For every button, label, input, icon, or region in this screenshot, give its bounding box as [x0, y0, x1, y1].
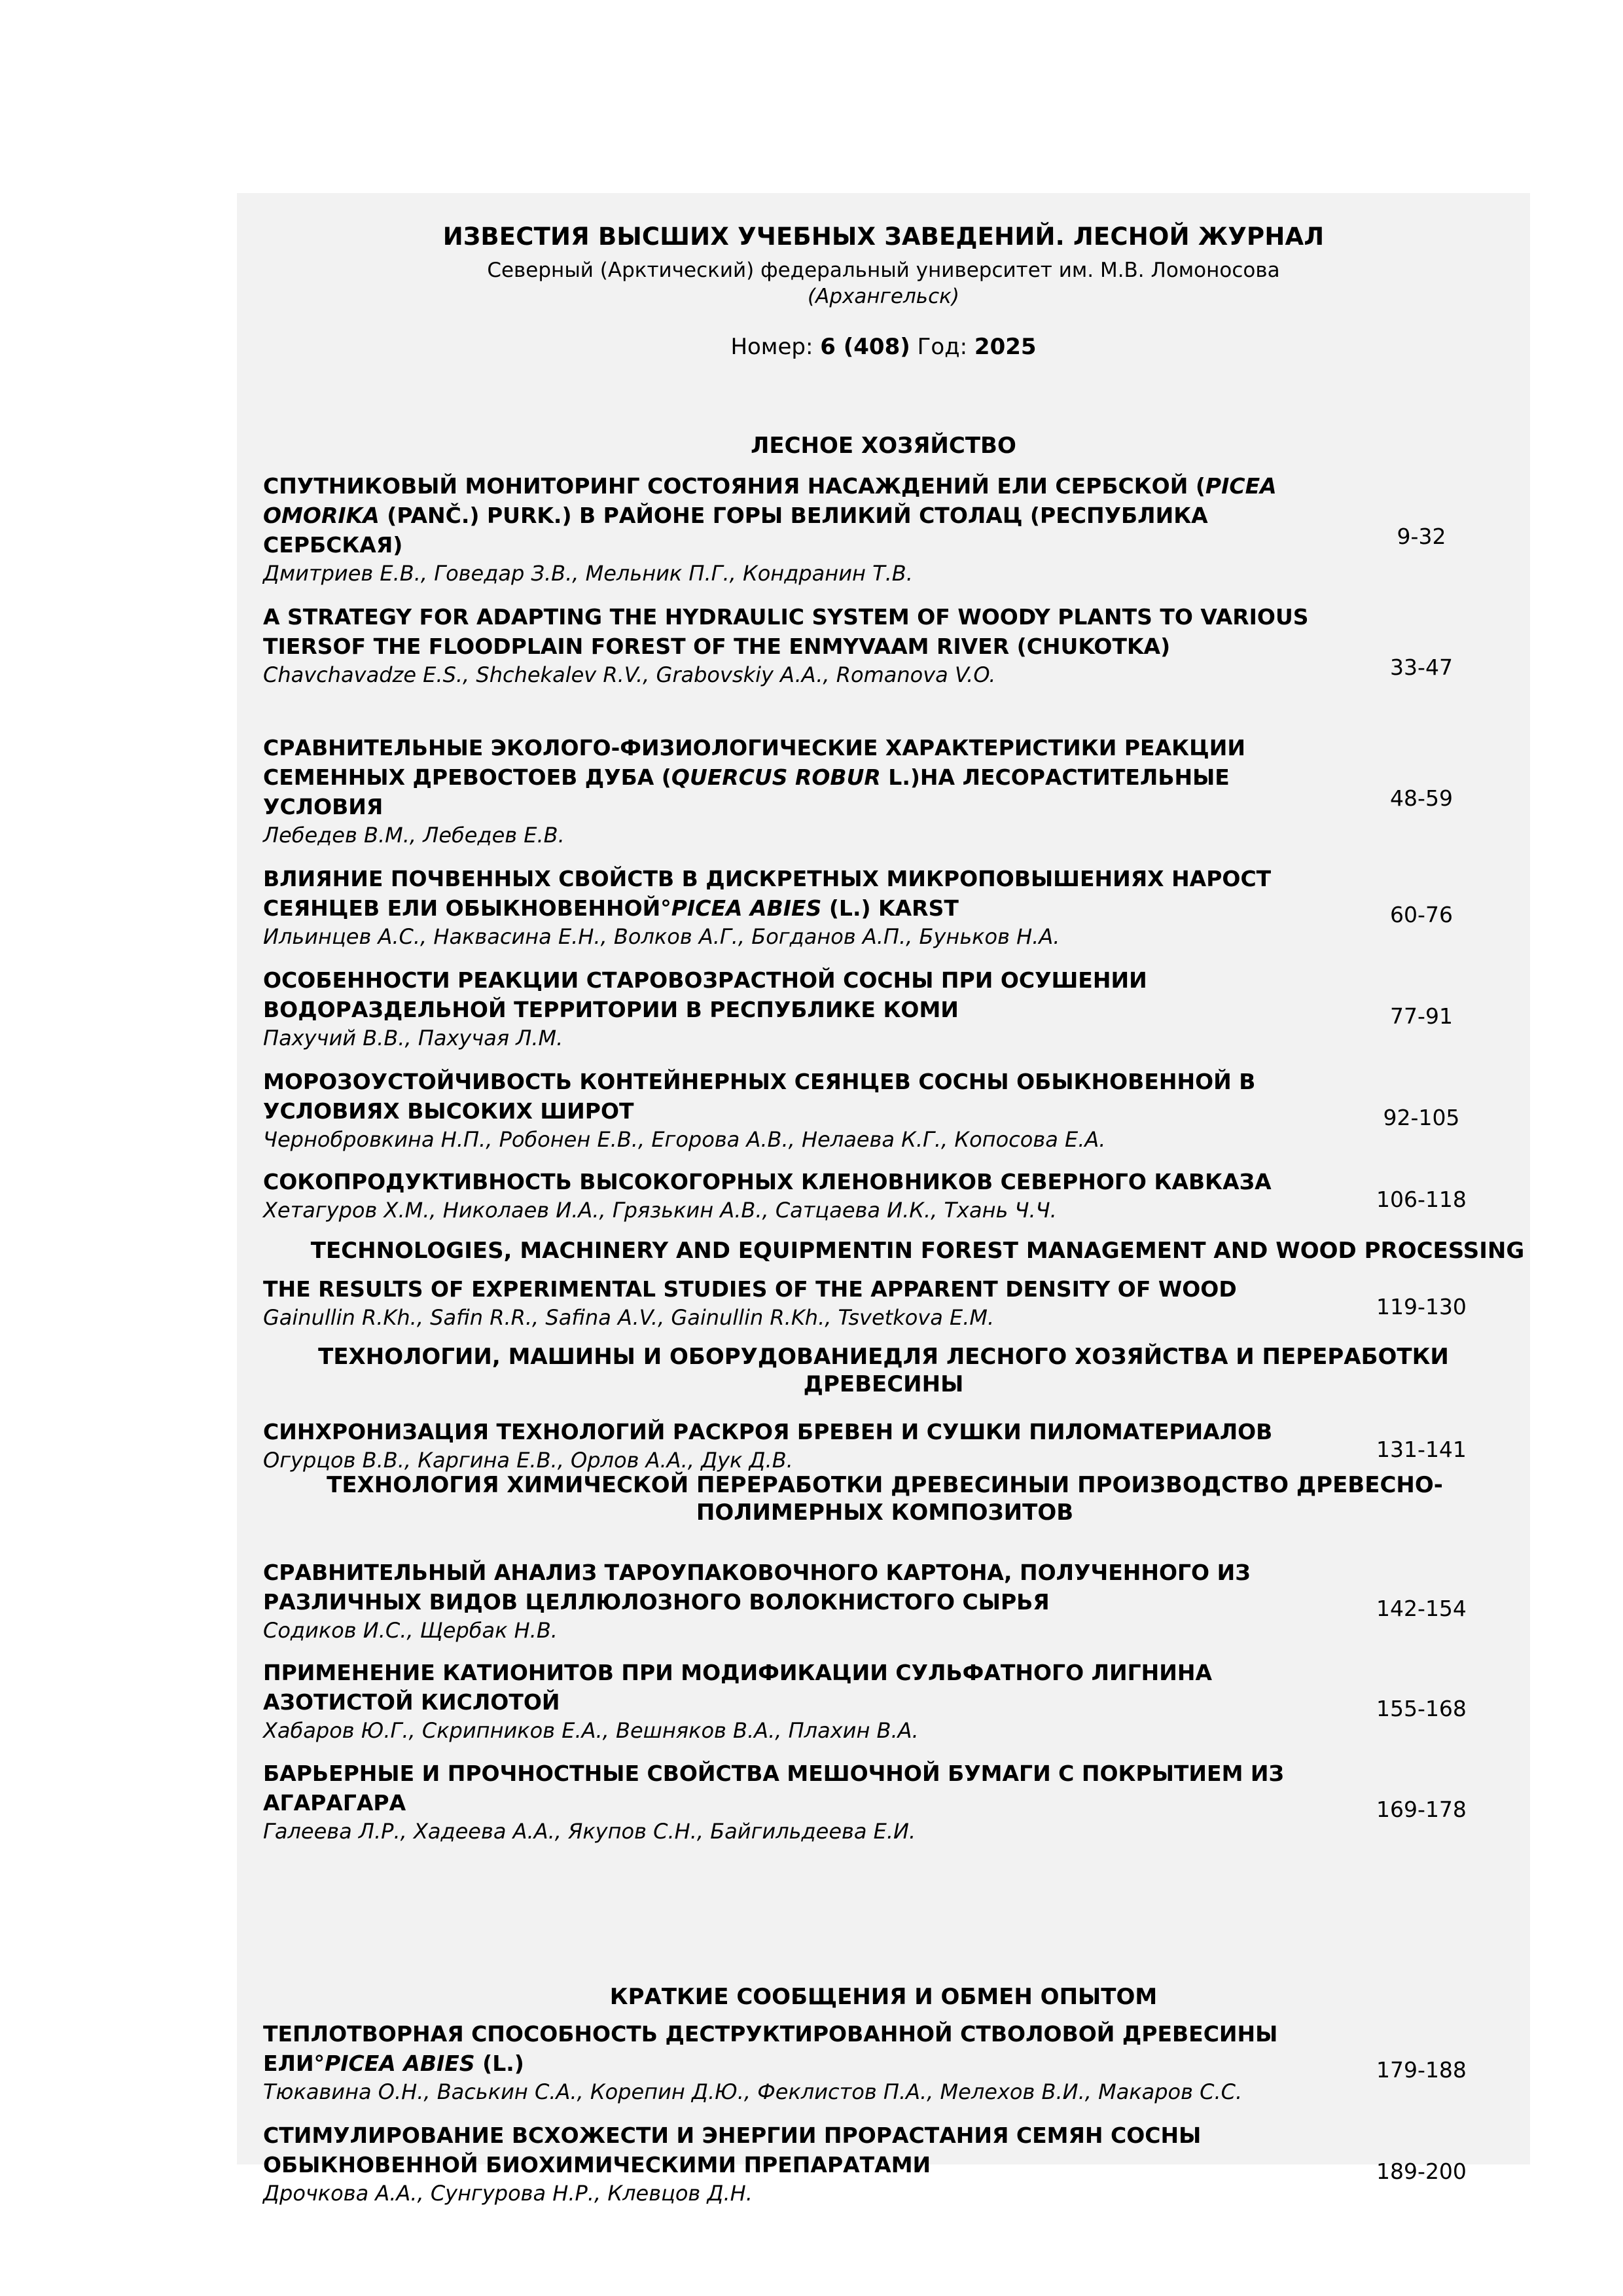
article-entry[interactable] [263, 965, 1556, 1052]
city: (Архангельск) [808, 285, 959, 308]
article-authors: Хетагуров Х.М., Николаев И.А., Грязькин А.В., Сатцаева И.К., Тхань Ч.Ч. [263, 1198, 1057, 1223]
article-authors: Содиков И.С., Щербак Н.В. [263, 1618, 558, 1643]
article-authors: Пахучий В.В., Пахучая Л.М. [263, 1026, 563, 1050]
article-authors: Дрочкова А.А., Сунгурова Н.Р., Клевцов Д.Н. [263, 2181, 753, 2206]
article-pages: 155-168 [1376, 1696, 1467, 1721]
article-entry[interactable] [263, 1067, 1556, 1153]
article-authors: Chavchavadze E.S., Shchekalev R.V., Grabovskiy A.A., Romanova V.O. [263, 662, 996, 687]
article-pages: 92-105 [1383, 1105, 1460, 1130]
article-entry[interactable] [263, 733, 1556, 849]
section-heading: ТЕХНОЛОГИИ, МАШИНЫ И ОБОРУДОВАНИЕДЛЯ ЛЕСНОГО ХОЗЯЙСТВА И ПЕРЕРАБОТКИ ДРЕВЕСИНЫ [318, 1344, 1449, 1397]
year-label: Год: [917, 334, 968, 360]
article-entry[interactable] [263, 1167, 1556, 1224]
article-title[interactable]: МОРОЗОУСТОЙЧИВОСТЬ КОНТЕЙНЕРНЫХ СЕЯНЦЕВ СОСНЫ ОБЫКНОВЕННОЙ В УСЛОВИЯХ ВЫСОКИХ ШИРОТ [263, 1069, 1256, 1124]
article-entry[interactable] [263, 1558, 1556, 1644]
article-entry[interactable] [263, 602, 1556, 689]
article-pages: 142-154 [1376, 1596, 1467, 1621]
article-pages: 119-130 [1376, 1294, 1467, 1319]
section-heading: КРАТКИЕ СООБЩЕНИЯ И ОБМЕН ОПЫТОМ [609, 1984, 1158, 2010]
section-heading: ЛЕСНОЕ ХОЗЯЙСТВО [751, 433, 1016, 459]
article-title[interactable]: СИНХРОНИЗАЦИЯ ТЕХНОЛОГИЙ РАСКРОЯ БРЕВЕН И СУШКИ ПИЛОМАТЕРИАЛОВ [263, 1419, 1273, 1444]
article-pages: 179-188 [1376, 2057, 1467, 2083]
journal-title: ИЗВЕСТИЯ ВЫСШИХ УЧЕБНЫХ ЗАВЕДЕНИЙ. ЛЕСНОЙ ЖУРНАЛ [442, 223, 1325, 251]
article-authors: Лебедев В.М., Лебедев Е.В. [263, 823, 565, 848]
article-title[interactable]: СРАВНИТЕЛЬНЫЙ АНАЛИЗ ТАРОУПАКОВОЧНОГО КАРТОНА, ПОЛУЧЕННОГО ИЗ РАЗЛИЧНЫХ ВИДОВ ЦЕЛЛЮЛОЗНОГО ВОЛОКНИСТОГО СЫРЬЯ [263, 1560, 1251, 1615]
article-entry[interactable] [263, 471, 1556, 587]
issue-line [237, 334, 1530, 360]
article-entry[interactable] [263, 864, 1556, 950]
article-pages: 48-59 [1390, 785, 1453, 811]
article-title[interactable]: ОСОБЕННОСТИ РЕАКЦИИ СТАРОВОЗРАСТНОЙ СОСНЫ ПРИ ОСУШЕНИИ ВОДОРАЗДЕЛЬНОЙ ТЕРРИТОРИИ В РЕСПУБЛИКЕ КОМИ [263, 967, 1147, 1022]
article-title[interactable]: БАРЬЕРНЫЕ И ПРОЧНОСТНЫЕ СВОЙСТВА МЕШОЧНОЙ БУМАГИ С ПОКРЫТИЕМ ИЗ АГАРАГАРА [263, 1761, 1284, 1816]
university-name: Северный (Арктический) федеральный университет им. М.В. Ломоносова [487, 259, 1280, 282]
article-authors: Хабаров Ю.Г., Скрипников Е.А., Вешняков В.А., Плахин В.А. [263, 1718, 919, 1743]
section-heading: TECHNOLOGIES, MACHINERY AND EQUIPMENTIN FOREST MANAGEMENT AND WOOD PROCESSING [310, 1238, 1525, 1264]
article-pages: 33-47 [1390, 655, 1453, 680]
article-authors: Ильинцев А.С., Наквасина Е.Н., Волков А.Г., Богданов А.П., Буньков Н.А. [263, 924, 1060, 949]
article-entry[interactable] [263, 1417, 1556, 1474]
issue-number: 6 (408) [820, 334, 910, 360]
issue-label: Номер: [730, 334, 813, 360]
article-pages: 77-91 [1390, 1003, 1453, 1029]
contents-panel [237, 193, 1530, 2206]
article-authors: Gainullin R.Kh., Safin R.R., Safina A.V., Gainullin R.Kh., Tsvetkova E.M. [263, 1305, 995, 1330]
article-title[interactable]: СОКОПРОДУКТИВНОСТЬ ВЫСОКОГОРНЫХ КЛЕНОВНИКОВ СЕВЕРНОГО КАВКАЗА [263, 1169, 1272, 1194]
article-title[interactable]: ПРИМЕНЕНИЕ КАТИОНИТОВ ПРИ МОДИФИКАЦИИ СУЛЬФАТНОГО ЛИГНИНА АЗОТИСТОЙ КИСЛОТОЙ [263, 1660, 1213, 1715]
journal-publisher [237, 257, 1530, 310]
article-title[interactable]: СПУТНИКОВЫЙ МОНИТОРИНГ СОСТОЯНИЯ НАСАЖДЕНИЙ ЕЛИ СЕРБСКОЙ (PICEA OMORIKA (PANČ.) PURK.) В РАЙОНЕ ГОРЫ ВЕЛИКИЙ СТОЛАЦ (РЕСПУБЛИКА СЕРБСКАЯ) [263, 473, 1277, 558]
section-heading: ТЕХНОЛОГИЯ ХИМИЧЕСКОЙ ПЕРЕРАБОТКИ ДРЕВЕСИНЫИ ПРОИЗВОДСТВО ДРЕВЕСНО-ПОЛИМЕРНЫХ КОМПОЗИТОВ [327, 1472, 1443, 1526]
article-title[interactable]: THE RESULTS OF EXPERIMENTAL STUDIES OF THE APPARENT DENSITY OF WOOD [263, 1276, 1237, 1302]
article-pages: 106-118 [1376, 1187, 1467, 1212]
article-authors: Чернобровкина Н.П., Робонен Е.В., Егорова А.В., Нелаева К.Г., Копосова Е.А. [263, 1127, 1106, 1152]
article-pages: 189-200 [1376, 2159, 1467, 2184]
article-authors: Галеева Л.Р., Хадеева А.А., Якупов С.Н., Байгильдеева Е.И. [263, 1819, 916, 1844]
article-entry[interactable] [263, 1274, 1556, 1331]
article-title[interactable]: A STRATEGY FOR ADAPTING THE HYDRAULIC SYSTEM OF WOODY PLANTS TO VARIOUS TIERSOF THE FLOODPLAIN FOREST OF THE ENMYVAAM RIVER (CHUKOTKA) [263, 604, 1309, 659]
article-entry[interactable] [263, 1658, 1556, 1744]
article-authors: Тюкавина О.Н., Васькин С.А., Корепин Д.Ю., Феклистов П.А., Мелехов В.И., Макаров С.С. [263, 2079, 1243, 2104]
article-pages: 60-76 [1390, 902, 1453, 927]
article-pages: 169-178 [1376, 1797, 1467, 1822]
article-title[interactable]: ВЛИЯНИЕ ПОЧВЕННЫХ СВОЙСТВ В ДИСКРЕТНЫХ МИКРОПОВЫШЕНИЯХ НАРОСТ СЕЯНЦЕВ ЕЛИ ОБЫКНОВЕННОЙ°PICEA ABIES (L.) KARST [263, 866, 1272, 921]
article-title[interactable]: ТЕПЛОТВОРНАЯ СПОСОБНОСТЬ ДЕСТРУКТИРОВАННОЙ СТВОЛОВОЙ ДРЕВЕСИНЫ ЕЛИ°PICEA ABIES (L.) [263, 2021, 1278, 2076]
article-pages: 9-32 [1397, 524, 1446, 549]
article-entry[interactable] [263, 1759, 1556, 1845]
article-entry[interactable] [263, 2121, 1556, 2207]
article-pages: 131-141 [1376, 1437, 1467, 1462]
article-title[interactable]: СТИМУЛИРОВАНИЕ ВСХОЖЕСТИ И ЭНЕРГИИ ПРОРАСТАНИЯ СЕМЯН СОСНЫ ОБЫКНОВЕННОЙ БИОХИМИЧЕСКИМИ ПРЕПАРАТАМИ [263, 2123, 1202, 2178]
year-value: 2025 [974, 334, 1037, 360]
article-title[interactable]: СРАВНИТЕЛЬНЫЕ ЭКОЛОГО-ФИЗИОЛОГИЧЕСКИЕ ХАРАКТЕРИСТИКИ РЕАКЦИИ СЕМЕННЫХ ДРЕВОСТОЕВ ДУБА (QUERCUS ROBUR L.)НА ЛЕСОРАСТИТЕЛЬНЫЕ УСЛОВИЯ [263, 735, 1245, 819]
article-entry[interactable] [263, 2019, 1556, 2106]
article-authors: Огурцов В.В., Каргина Е.В., Орлов А.А., Дук Д.В. [263, 1448, 793, 1473]
article-authors: Дмитриев Е.В., Говедар З.В., Мельник П.Г., Кондранин Т.В. [263, 561, 913, 586]
